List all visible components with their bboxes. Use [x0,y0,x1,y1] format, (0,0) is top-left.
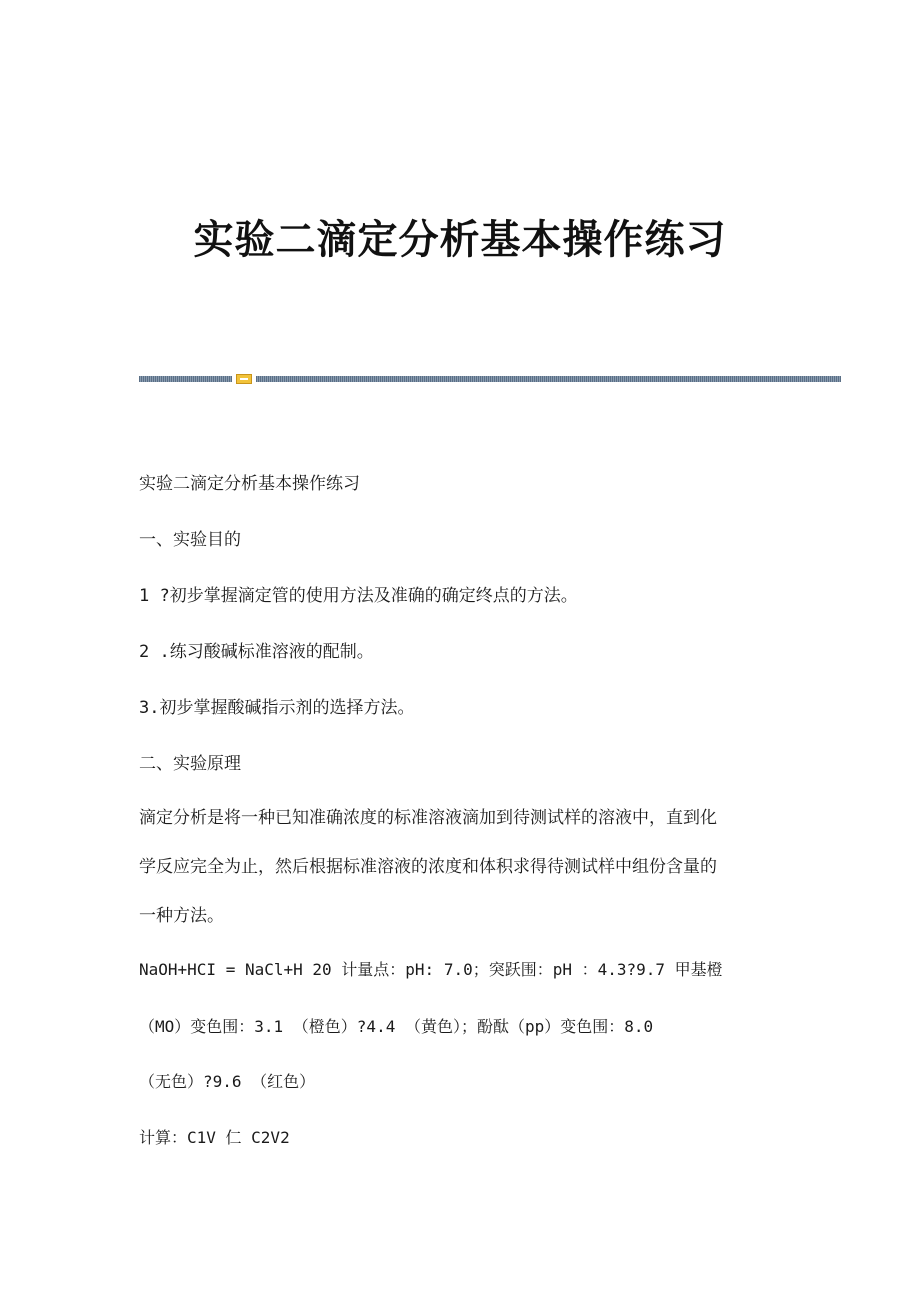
body-heading: 实验二滴定分析基本操作练习 [139,474,360,494]
section-title-objectives: 一、实验目的 [139,530,241,550]
section-title-principle: 二、实验原理 [139,754,241,774]
reaction-text-line-2: （MO）变色围：3.1 （橙色）?4.4 （黄色）；酚酞（pp）变色围：8.0 [139,1017,654,1036]
principle-text-line-1: 滴定分析是将一种已知准确浓度的标准溶液滴加到待测试样的溶液中，直到化 [139,808,717,828]
document-title: 实验二滴定分析基本操作练习 [193,216,727,263]
objective-item-1: 1 ?初步掌握滴定管的使用方法及准确的确定终点的方法。 [139,586,578,606]
reaction-text-line-3: （无色）?9.6 （红色） [139,1072,316,1091]
divider-emblem-icon [236,374,252,384]
objective-item-2: 2 .练习酸碱标准溶液的配制。 [139,642,374,662]
divider-bar-left [139,376,232,382]
principle-text-line-2: 学反应完全为止，然后根据标准溶液的浓度和体积求得待测试样中组份含量的 [139,857,717,877]
calculation-formula: 计算：C1V 仁 C2V2 [139,1128,290,1147]
principle-text-line-3: 一种方法。 [139,906,224,926]
reaction-text-line-1: NaOH+HCI = NaCl+H 20 计量点：pH: 7.0；突跃围：pH ：4.3?9.7 甲基橙 [139,960,723,979]
objective-item-3: 3.初步掌握酸碱指示剂的选择方法。 [139,698,415,718]
divider-bar-right [256,376,841,382]
title-divider [139,374,841,384]
